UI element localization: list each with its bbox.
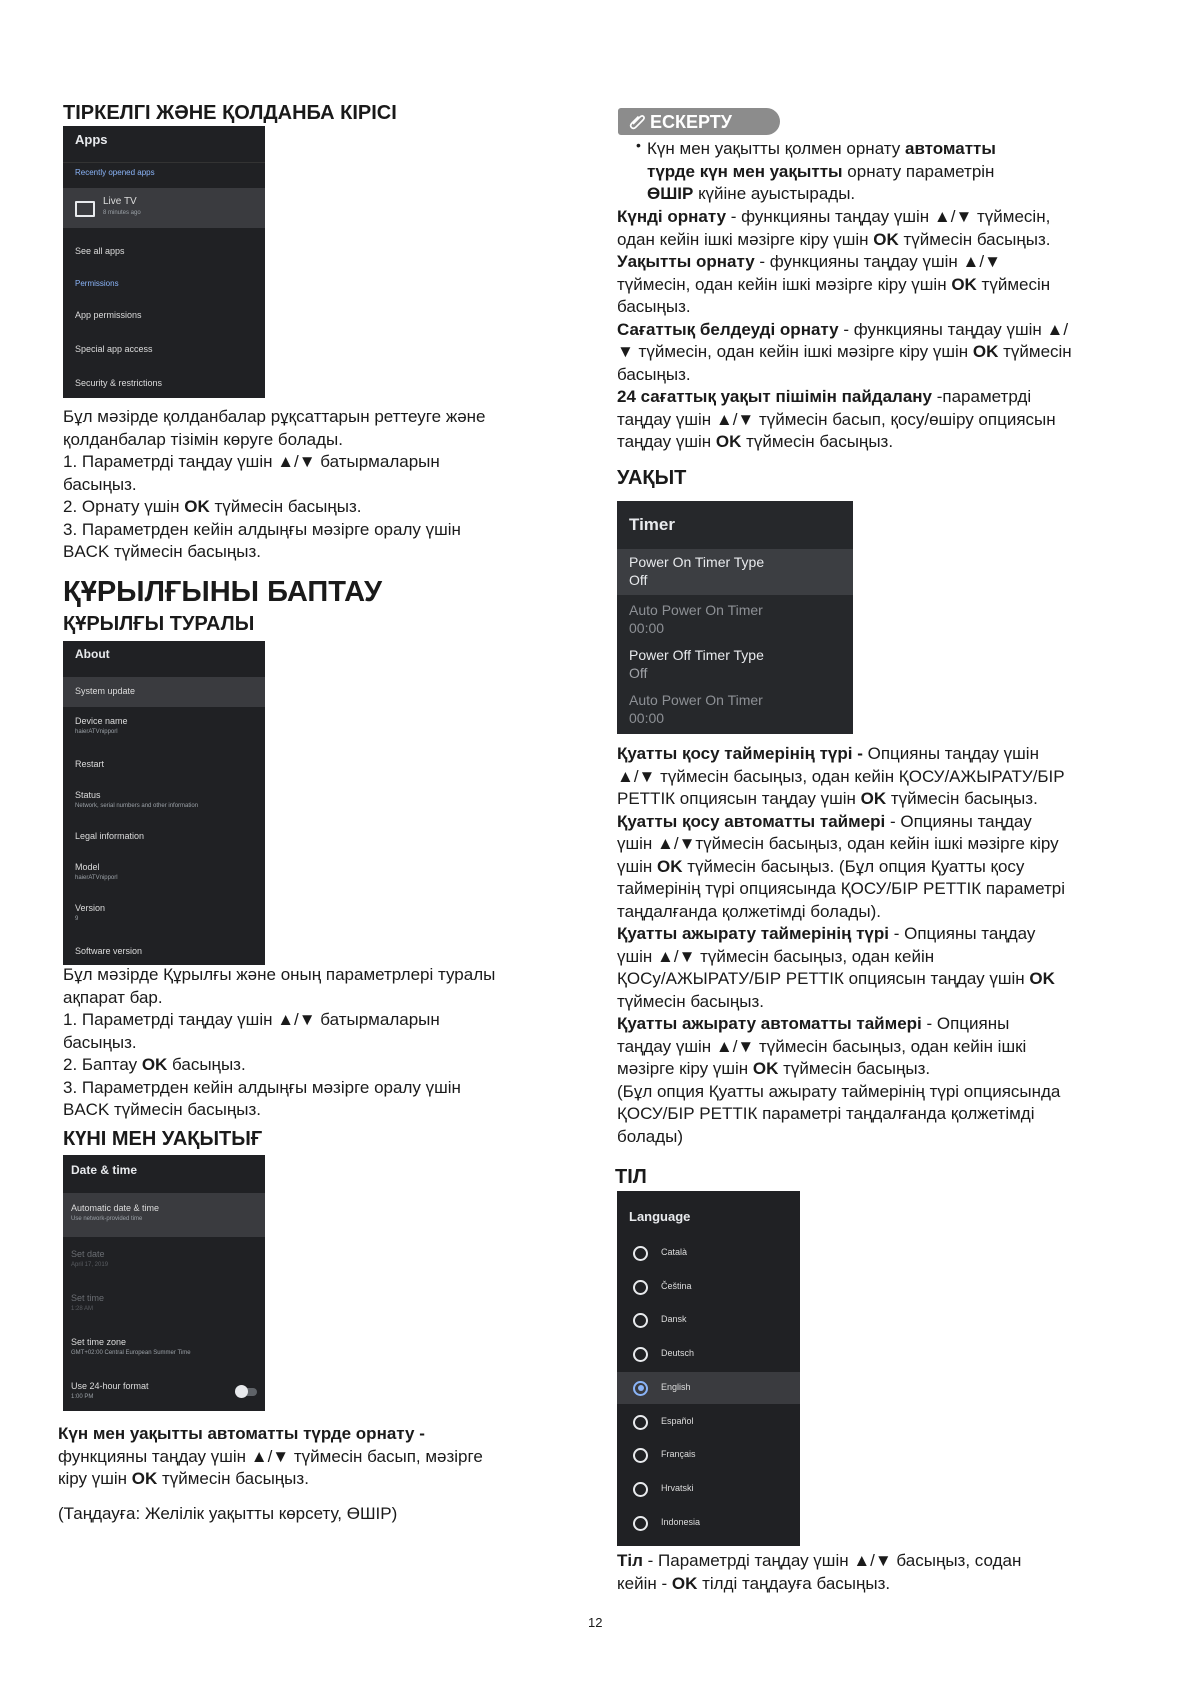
t8: таңдалғанда қолжетімді болады). [617,901,881,921]
about-p7: BACK түймесін басыңыз. [63,1100,261,1119]
language-option-label: Indonesia [661,1516,701,1527]
power-on-type-label: Power On Timer Type [629,554,765,570]
note-bullet: • [636,137,641,153]
r10: таңдау үшін ▲/▼ түймесін басып, қосу/өшіру опциясын [617,409,1056,429]
model-sub: haierATVnipporl [75,875,118,881]
date-screen-title: Date & time [71,1163,138,1177]
format-toggle[interactable] [237,1388,257,1396]
apps-p7: BACK түймесін басыңыз. [63,542,261,561]
apps-p5: 2. Орнату үшін OK түймесін басыңыз. [63,497,362,516]
radio-unchecked-icon [633,1448,648,1463]
version-sub: 9 [75,916,79,922]
r2: одан кейін ішкі мәзірге кіру үшін OK түймесін басыңыз. [617,229,1051,249]
about-p3: 1. Параметрді таңдау үшін ▲/▼ батырмаларын [63,1010,440,1029]
radio-unchecked-icon [633,1516,648,1531]
language-option[interactable] [617,1372,800,1404]
auto-power-on: Auto Power On Timer [629,602,763,618]
language-heading: ТІЛ [615,1166,647,1188]
t7: таймерінің түрі опциясында ҚОСУ/БІР РЕТТІК параметрі [617,879,1066,898]
t16: (Бұл опция Қуатты ажырату таймерінің түрі опциясында [617,1081,1061,1101]
special-app-access[interactable]: Special app access [75,344,153,354]
radio-unchecked-icon [633,1246,648,1261]
language-option[interactable] [617,1406,800,1438]
r8: басыңыз. [617,364,691,384]
language-description [617,1550,1137,1595]
radio-unchecked-icon [633,1280,648,1295]
timer-description [617,743,1137,1148]
about-screen-title: About [75,647,110,661]
device-settings-heading: ҚҰРЫЛҒЫНЫ БАПТАУ [63,576,383,608]
date-time-screenshot [63,1155,265,1411]
t17: ҚОСУ/БІР РЕТТІК параметрі таңдалғанда қолжетімді [617,1104,1035,1123]
about-heading: ҚҰРЫЛҒЫ ТУРАЛЫ [63,613,255,635]
legal-info[interactable]: Legal information [75,831,145,841]
about-p5: 2. Баптау OK басыңыз. [63,1055,246,1074]
restart[interactable]: Restart [75,759,105,769]
app-permissions[interactable]: App permissions [75,310,142,320]
r11: таңдау үшін OK түймесін басыңыз. [617,432,894,451]
t6: үшін OK түймесін басыңыз. (Бұл опция Қуатты қосу [617,856,1025,876]
about-screenshot [63,641,265,965]
note-badge [618,108,780,135]
language-option[interactable] [617,1271,800,1303]
t2: ▲/▼ түймесін басыңыз, одан кейін ҚОСУ/АЖЫРАТУ/БІР [617,766,1065,786]
power-off-type[interactable]: Power Off Timer Type [629,647,764,663]
radio-unchecked-icon [633,1313,648,1328]
note-l3: ӨШІР күйіне ауыстырады. [647,184,856,203]
language-option[interactable] [617,1439,800,1471]
apps-description [63,406,563,564]
language-option-label: Hrvatski [661,1482,694,1493]
device-name-sub: haierATVnipporl [75,729,118,735]
language-option-label: Deutsch [661,1348,695,1359]
t9: Қуатты ажырату таймерінің түрі - Опцияны таңдау [617,924,1036,943]
auto-power-off-value: 00:00 [629,710,665,726]
t5: үшін ▲/▼түймесін басыңыз, одан кейін ішкі мәзірге кіру [617,834,1059,853]
l2: кейін - OK тілді таңдауға басыңыз. [617,1573,891,1593]
date-time-heading: КҮНІ МЕН УАҚЫТЫҒ [63,1128,263,1150]
live-tv-item[interactable] [63,188,265,228]
language-option-label: Español [661,1415,694,1426]
apps-screen-title: Apps [75,132,108,147]
auto-power-on-value: 00:00 [629,620,665,636]
date-p3: кіру үшін OK түймесін басыңыз. [58,1469,309,1488]
language-option-label: English [661,1381,691,1392]
apps-p3: 1. Параметрді таңдау үшін ▲/▼ батырмаларын [63,452,440,471]
t12: түймесін басыңыз. [617,991,764,1011]
language-option-label: Dansk [661,1314,687,1325]
see-all-apps[interactable]: See all apps [75,246,125,256]
status-sub: Network, serial numbers and other information [75,803,199,809]
recent-apps-label: Recently opened apps [75,168,155,177]
language-option[interactable] [617,1507,800,1539]
r4: түймесін, одан кейін ішкі мәзірге кіру үшін OK түймесін [617,274,1051,294]
apps-p6: 3. Параметрден кейін алдыңғы мәзірге оралу үшін [63,519,461,539]
auto-power-off: Auto Power On Timer [629,692,763,708]
tv-icon [75,201,95,217]
about-description [63,964,563,1122]
permissions-label: Permissions [75,279,119,288]
language-option[interactable] [617,1338,800,1370]
set-time-sub: 1:28 AM [71,1306,94,1312]
set-date: Set date [71,1249,105,1259]
t13: Қуатты ажырату автоматты таймері - Опцияны [617,1014,1010,1033]
r3: Уақытты орнату - функцияны таңдау үшін ▲/▼ [617,252,1001,271]
language-option-label: Čeština [661,1280,692,1291]
t10: үшін ▲/▼ түймесін басыңыз, одан кейін [617,946,935,966]
t18: болады) [617,1126,683,1146]
language-option[interactable] [617,1473,800,1505]
software-version[interactable]: Software version [75,946,143,956]
radio-unchecked-icon [633,1482,648,1497]
language-screen-title: Language [629,1209,691,1224]
system-update-item[interactable] [63,677,265,707]
apps-screenshot [63,126,265,398]
date-p2: функцияны таңдау үшін ▲/▼ түймесін басып, мәзірге [58,1446,483,1466]
note-l1: Күн мен уақытты қолмен орнату автоматты [647,139,996,158]
page-number: 12 [588,1615,603,1630]
apps-p1: Бұл мәзірде қолданбалар рұқсаттарын реттеуге және [63,407,486,426]
about-p4: басыңыз. [63,1032,137,1052]
power-on-type-item[interactable] [617,549,853,595]
t4: Қуатты қосу автоматты таймері - Опцияны таңдау [617,811,1032,831]
live-tv-label: Live TV [103,196,137,207]
t15: мәзірге кіру үшін OK түймесін басыңыз. [617,1059,931,1078]
language-option[interactable] [617,1237,800,1269]
t3: РЕТТІК опциясын таңдау үшін OK түймесін басыңыз. [617,789,1038,808]
about-p2: ақпарат бар. [63,987,163,1007]
t14: таңдау үшін ▲/▼ түймесін басыңыз, одан кейін ішкі [617,1036,1027,1056]
status[interactable]: Status [75,790,101,800]
t11: ҚОСу/АЖЫРАТУ/БІР РЕТТІК опциясын таңдау үшін OK [617,969,1055,988]
radio-checked-icon [633,1381,648,1396]
set-time: Set time [71,1293,105,1303]
language-option-label: Català [661,1247,688,1257]
system-update-label: System update [75,686,136,696]
power-on-type-value: Off [629,572,648,588]
date-settings-description [617,206,1137,454]
live-tv-sub: 8 minutes ago [103,210,141,216]
note-label: ЕСКЕРТУ [650,112,732,132]
power-off-type-value: Off [629,665,648,681]
date-p1: Күн мен уақытты автоматты түрде орнату - [58,1424,425,1443]
r1: Күнді орнату - функцияны таңдау үшін ▲/▼ түймесін, [617,207,1051,226]
auto-date-label: Automatic date & time [71,1203,160,1213]
l1: Тіл - Параметрді таңдау үшін ▲/▼ басыңыз, содан [617,1551,1022,1570]
timer-screen-title: Timer [629,515,675,534]
set-date-sub: April 17, 2019 [71,1262,109,1268]
time-zone-sub: GMT+02:00 Central European Summer Time [71,1350,191,1356]
use-24-hour-format[interactable]: Use 24-hour format [71,1381,149,1391]
language-option[interactable] [617,1304,800,1336]
note-text [647,138,1127,206]
date-description [58,1423,568,1491]
language-option-label: Français [661,1449,696,1460]
time-heading: УАҚЫТ [617,467,687,489]
r7: ▼ түймесін, одан кейін ішкі мәзірге кіру үшін OK түймесін [617,342,1072,361]
r9: 24 сағаттық уақыт пішімін пайдалану -параметрді [617,387,1032,406]
apps-p2: қолданбалар тізімін көруге болады. [63,429,343,449]
note-l2: түрде күн мен уақытты орнату параметрін [647,161,995,181]
about-p1: Бұл мәзірде Құрылғы және оның параметрлері туралы [63,965,496,984]
paperclip-icon [628,112,646,130]
radio-unchecked-icon [633,1347,648,1362]
security-restrictions[interactable]: Security & restrictions [75,378,163,388]
apps-heading: ТІРКЕЛГІ ЖӘНЕ ҚОЛДАНБА КІРІСІ [63,102,397,124]
apps-p4: басыңыз. [63,474,137,494]
timer-screenshot [617,501,853,734]
auto-date-item[interactable] [63,1193,265,1237]
date-options: (Таңдауға: Желілік уақытты көрсету, ӨШІР) [58,1504,398,1523]
r5: басыңыз. [617,297,691,316]
set-time-zone[interactable]: Set time zone [71,1337,127,1347]
about-p6: 3. Параметрден кейін алдыңғы мәзірге оралу үшін [63,1077,461,1097]
auto-date-sub: Use network-provided time [71,1216,143,1222]
model[interactable]: Model [75,862,100,872]
r6: Сағаттық белдеуді орнату - функцияны таңдау үшін ▲/ [617,319,1069,339]
t1: Қуатты қосу таймерінің түрі - Опцияны таңдау үшін [617,744,1039,763]
version[interactable]: Version [75,903,106,913]
format-sub: 1:00 PM [71,1394,94,1400]
language-screenshot [617,1191,800,1546]
device-name[interactable]: Device name [75,716,128,726]
radio-unchecked-icon [633,1415,648,1430]
